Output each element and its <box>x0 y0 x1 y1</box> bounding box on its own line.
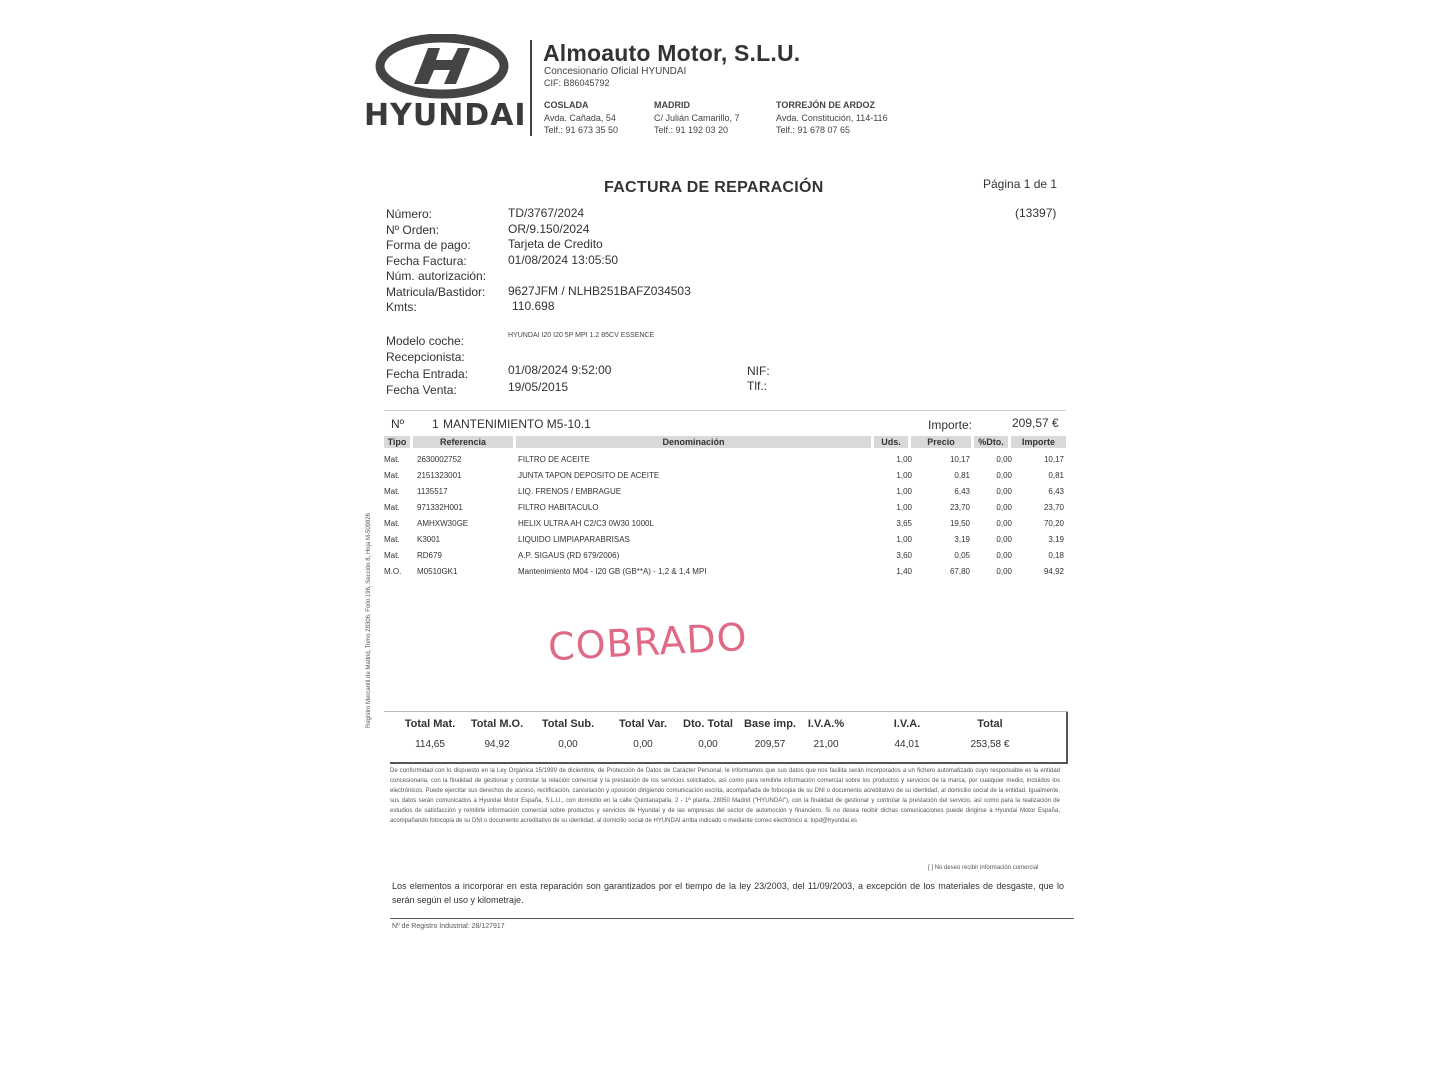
cell-precio: 0,81 <box>954 471 970 480</box>
cell-denominacion: FILTRO DE ACEITE <box>518 455 590 464</box>
label-recepcionista: Recepcionista: <box>386 350 465 364</box>
cell-dto: 0,00 <box>996 503 1012 512</box>
info-values <box>508 206 691 315</box>
th-dto: %Dto. <box>974 436 1008 448</box>
cell-tipo: Mat. <box>384 551 400 560</box>
cell-referencia: M0510GK1 <box>417 567 458 576</box>
paid-stamp: COBRADO <box>546 614 749 670</box>
branch-city: COSLADA <box>544 100 589 110</box>
value-fecha-venta: 19/05/2015 <box>508 380 569 394</box>
label-fecha-factura: Fecha Factura: <box>386 253 467 268</box>
table-row <box>384 452 1066 468</box>
table-row <box>384 468 1066 484</box>
cell-referencia: K3001 <box>417 535 441 544</box>
cell-referencia: 2630002752 <box>417 455 462 464</box>
footer-line <box>390 918 1074 919</box>
cell-uds: 1,40 <box>896 567 912 576</box>
branch-coslada <box>544 100 618 135</box>
cell-dto: 0,00 <box>996 551 1012 560</box>
th-denominacion: Denominación <box>516 436 871 448</box>
branch-phone: Telf.: 91 192 03 20 <box>654 125 729 135</box>
cell-uds: 3,60 <box>896 551 912 560</box>
cell-tipo: Mat. <box>384 471 400 480</box>
label-kmts: Kmts: <box>386 300 417 314</box>
value-fecha-factura: 01/08/2024 13:05:50 <box>508 252 619 267</box>
table-header <box>384 436 1066 450</box>
value-numero: TD/3767/2024 <box>508 206 585 220</box>
cell-uds: 3,65 <box>896 519 912 528</box>
cell-denominacion: Mantenimiento M04 - I20 GB (GB**A) - 1,2 & 1,4 MPI <box>518 567 707 576</box>
cell-importe: 6,43 <box>1048 487 1064 496</box>
table-row <box>384 500 1066 516</box>
cell-uds: 1,00 <box>896 487 912 496</box>
info-labels <box>386 207 486 316</box>
iva-value: 44,01 <box>894 739 920 750</box>
cell-uds: 1,00 <box>896 455 912 464</box>
total-value: 253,58 € <box>970 739 1010 750</box>
branch-phone: Telf.: 91 678 07 65 <box>776 125 851 135</box>
cell-uds: 1,00 <box>896 535 912 544</box>
branch-city: MADRID <box>654 100 690 110</box>
table-row <box>384 516 1066 532</box>
th-precio: Precio <box>911 436 971 448</box>
total-sub-label: Total Sub. <box>541 718 595 730</box>
document-title: FACTURA DE REPARACIÓN <box>604 179 824 196</box>
cell-importe: 0,81 <box>1048 471 1064 480</box>
registry-number: Nº de Registro Industrial: 28/127917 <box>392 923 505 930</box>
cell-referencia: 971332H001 <box>417 503 463 512</box>
section-number: 1 <box>432 417 439 431</box>
table-row <box>384 548 1066 564</box>
cell-tipo: M.O. <box>384 567 402 576</box>
cell-importe: 23,70 <box>1043 503 1064 512</box>
dto-total-label: Dto. Total <box>683 718 733 730</box>
value-modelo: HYUNDAI I20 I20 5P MPI 1.2 85CV ESSENCE <box>508 332 655 339</box>
cell-referencia: 2151323001 <box>417 471 462 480</box>
cell-precio: 3,19 <box>954 535 970 544</box>
iva-label: I.V.A. <box>893 718 921 730</box>
th-tipo: Tipo <box>384 436 410 448</box>
label-tlf: Tlf.: <box>747 379 767 393</box>
hyundai-logo <box>362 34 527 134</box>
company-cif: CIF: B86045792 <box>544 78 610 88</box>
cell-dto: 0,00 <box>996 535 1012 544</box>
th-referencia: Referencia <box>413 436 513 448</box>
cell-referencia: AMHXW30GE <box>417 519 469 528</box>
company-subtitle: Concesionario Oficial HYUNDAI <box>544 66 687 77</box>
iva-pct-value: 21,00 <box>813 739 839 750</box>
hyundai-emblem-icon <box>362 34 522 100</box>
section-importe-label: Importe: <box>928 418 973 432</box>
label-fecha-entrada: Fecha Entrada: <box>386 367 469 381</box>
cell-denominacion: A.P. SIGAUS (RD 679/2006) <box>518 551 620 560</box>
cell-tipo: Mat. <box>384 535 400 544</box>
guarantee-text: Los elementos a incorporar en esta reparación son garantizados por el tiempo de la ley 23/2003, del 11/09/2003, a excepción de los materiales de desgaste, que lo serán según el uso y kilometraje. <box>392 881 1064 905</box>
table-body <box>384 452 1066 580</box>
cell-tipo: Mat. <box>384 503 400 512</box>
cell-dto: 0,00 <box>996 567 1012 576</box>
section-top-line <box>384 410 1066 411</box>
logo-wordmark: HYUNDAI <box>364 98 527 133</box>
cell-dto: 0,00 <box>996 519 1012 528</box>
cell-importe: 0,18 <box>1048 551 1064 560</box>
total-sub-value: 0,00 <box>558 739 578 750</box>
branch-address: Avda. Constitución, 114-116 <box>776 113 888 123</box>
cell-precio: 19,50 <box>949 519 970 528</box>
branch-torrejon <box>776 100 888 135</box>
cell-dto: 0,00 <box>996 487 1012 496</box>
cell-dto: 0,00 <box>996 471 1012 480</box>
value-pago: Tarjeta de Credito <box>508 237 603 251</box>
section-name: MANTENIMIENTO M5-10.1 <box>443 417 591 431</box>
client-code: (13397) <box>1015 206 1057 220</box>
cell-importe: 94,92 <box>1043 567 1064 576</box>
base-imp-value: 209,57 <box>754 739 786 750</box>
branch-city: TORREJÓN DE ARDOZ <box>776 100 876 110</box>
section-importe: 209,57 € <box>1012 416 1059 430</box>
label-pago: Forma de pago: <box>386 238 471 252</box>
privacy-checkbox: [ ] No deseo recibir información comercial <box>928 865 1039 871</box>
cell-denominacion: LIQ. FRENOS / EMBRAGUE <box>518 487 622 496</box>
branch-madrid <box>654 100 740 135</box>
th-uds: Uds. <box>874 436 908 448</box>
cell-precio: 0,05 <box>954 551 970 560</box>
cell-importe: 10,17 <box>1043 455 1064 464</box>
totals-table <box>390 712 1066 762</box>
value-autorizacion <box>508 268 691 284</box>
cell-denominacion: JUNTA TAPON DEPOSITO DE ACEITE <box>518 471 660 480</box>
cell-importe: 3,19 <box>1048 535 1064 544</box>
label-modelo: Modelo coche: <box>386 334 465 348</box>
cell-tipo: Mat. <box>384 487 400 496</box>
label-numero: Número: <box>386 207 433 221</box>
base-imp-label: Base imp. <box>744 718 796 730</box>
label-fecha-venta: Fecha Venta: <box>386 383 457 397</box>
cell-denominacion: LIQUIDO LIMPIAPARABRISAS <box>518 535 630 544</box>
label-autorizacion: Núm. autorización: <box>386 269 487 283</box>
branch-address: Avda. Cañada, 54 <box>544 113 616 123</box>
branch-address: C/ Julián Camarillo, 7 <box>654 113 740 123</box>
label-orden: Nº Orden: <box>386 222 440 237</box>
cell-denominacion: HELIX ULTRA AH C2/C3 0W30 1000L <box>518 519 654 528</box>
cell-precio: 67,80 <box>949 567 970 576</box>
total-mat-label: Total Mat. <box>404 718 456 730</box>
cell-precio: 10,17 <box>949 455 970 464</box>
side-registry-text: Registro Mercantil de Madrid, Tomo 28306, Folio 196, Sección 8, Hoja M-509826 <box>366 512 372 728</box>
total-var-value: 0,00 <box>633 739 653 750</box>
cell-dto: 0,00 <box>996 455 1012 464</box>
total-mat-value: 114,65 <box>415 739 445 750</box>
value-orden: OR/9.150/2024 <box>508 221 590 236</box>
cell-referencia: 1135517 <box>417 487 448 496</box>
header-divider <box>530 40 532 136</box>
cell-referencia: RD679 <box>417 551 442 560</box>
cell-denominacion: FILTRO HABITACULO <box>518 503 599 512</box>
company-name: Almoauto Motor, S.L.U. <box>543 40 801 66</box>
table-row <box>384 532 1066 548</box>
dto-total-value: 0,00 <box>698 739 718 750</box>
value-fecha-entrada: 01/08/2024 9:52:00 <box>508 363 612 377</box>
value-matricula: 9627JFM / NLHB251BAFZ034503 <box>508 283 691 298</box>
total-label: Total <box>977 718 1003 730</box>
value-kmts: 110.698 <box>512 299 555 313</box>
cell-tipo: Mat. <box>384 519 400 528</box>
iva-pct-label: I.V.A.% <box>807 718 845 730</box>
cell-importe: 70,20 <box>1043 519 1064 528</box>
page-number: Página 1 de 1 <box>983 177 1058 191</box>
vehicle-labels <box>386 333 468 398</box>
cell-uds: 1,00 <box>896 471 912 480</box>
total-mo-label: Total M.O. <box>470 718 524 730</box>
line-items-table <box>384 436 1066 580</box>
cell-uds: 1,00 <box>896 503 912 512</box>
table-row <box>384 484 1066 500</box>
privacy-text: De conformidad con lo dispuesto en la Ley Orgánica 15/1999 de diciembre, de Protección de Datos de Carácter Personal, le informamos que sus datos que nos facilita serán incorporados a un fichero automatizado cuyo responsable es la entidad concesionaria, con la finalidad de gestionar y controlar la relación comercial y la prestación de los servicios solicitados, así como para remitirle información comercial sobre los productos y servicios de la marca, por cualquier medio, incluidos los electrónicos. Puede ejercitar sus derechos de acceso, rectificación, cancelación y oposición dirigiendo comunicación escrita, acompañada de fotocopia de su DNI o documento acreditativo de su identidad, al domicilio social de la entidad. Igualmente, sus datos serán comunicados a Hyundai Motor España, S.L.U., con domicilio en la calle Quintanapalla, 2 - 1ª planta, 28050 Madrid ("HYUNDAI"), con la finalidad de gestionar y controlar la prestación del servicio, así como para la realización de estudios de satisfacción y remitirle información comercial sobre productos y servicios de Hyundai y de las empresas del sector de automoción y financiero. Si no desea recibir dichas comunicaciones puede dirigirse a Hyundai Motor España, acompañando fotocopia de su DNI o documento acreditativo de su identidad, al domicilio social de HYUNDAI arriba indicado o mediante correo electrónico a: lopd@hyundai.es <box>390 768 1060 824</box>
th-importe: Importe <box>1011 436 1066 448</box>
label-nif: NIF: <box>747 364 770 378</box>
section-number-label: Nº <box>391 417 405 431</box>
label-matricula: Matricula/Bastidor: <box>386 284 486 299</box>
total-mo-value: 94,92 <box>484 739 510 750</box>
total-var-label: Total Var. <box>618 718 668 730</box>
branch-phone: Telf.: 91 673 35 50 <box>544 125 619 135</box>
cell-precio: 23,70 <box>949 503 970 512</box>
table-row <box>384 564 1066 580</box>
cell-precio: 6,43 <box>954 487 970 496</box>
cell-tipo: Mat. <box>384 455 400 464</box>
